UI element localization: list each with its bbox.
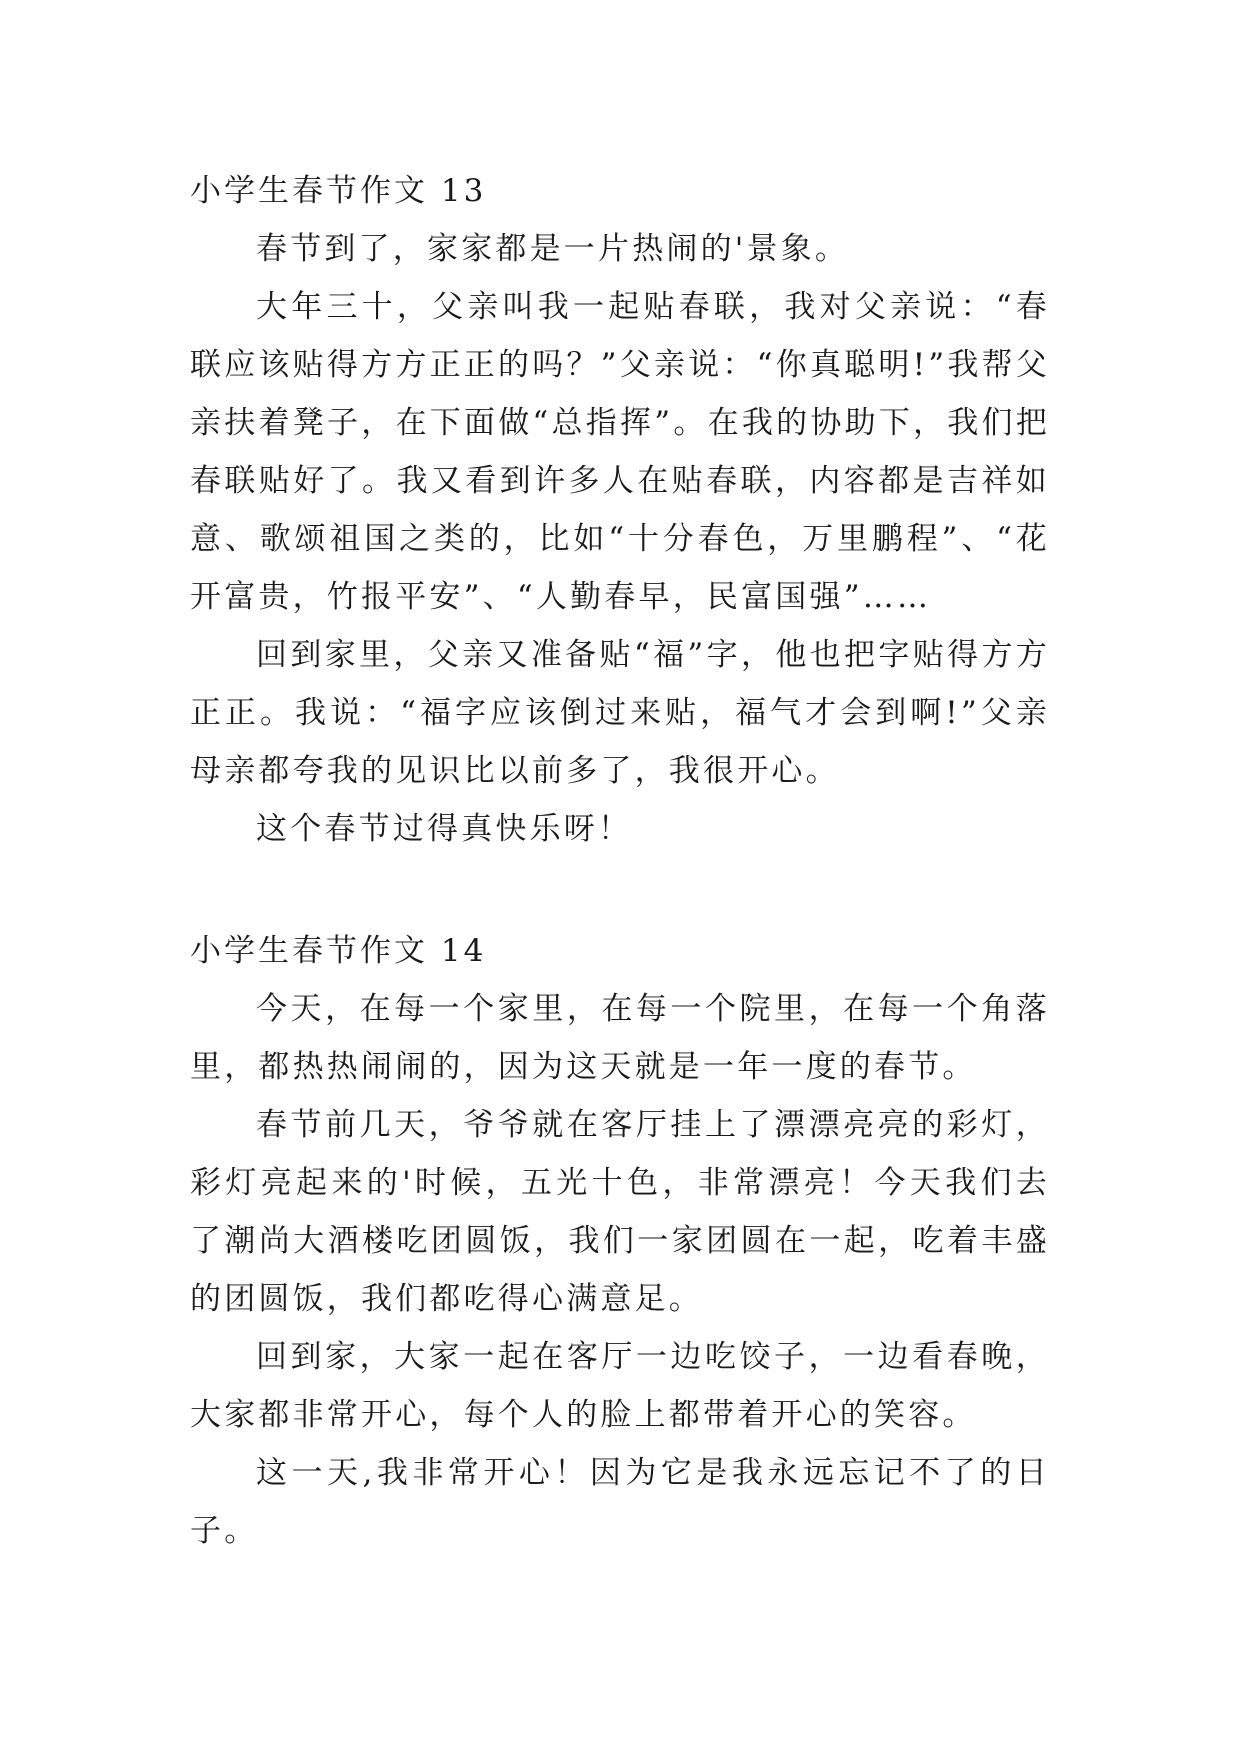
paragraph: 回到家里，父亲又准备贴“福”字，他也把字贴得方方正正。我说：“福字应该倒过来贴，福气才会到啊!”父亲母亲都夸我的见识比以前多了，我很开心。	[190, 637, 1050, 789]
essay-title: 小学生春节作文 13	[190, 173, 487, 209]
essay-13	[190, 162, 1050, 858]
essay-14	[190, 922, 1050, 1560]
paragraph: 大年三十，父亲叫我一起贴春联，我对父亲说：“春联应该贴得方方正正的吗？”父亲说：“你真聪明!”我帮父亲扶着凳子，在下面做“总指挥”。在我的协助下，我们把春联贴好了。我又看到许多人在贴春联，内容都是吉祥如意、歌颂祖国之类的，比如“十分春色，万里鹏程”、“花开富贵，竹报平安”、“人勤春早，民富国强”……	[190, 289, 1050, 615]
paragraph: 春节到了，家家都是一片热闹的'景象。	[256, 231, 850, 267]
paragraph: 这一天,我非常开心！因为它是我永远忘记不了的日子。	[190, 1455, 1050, 1549]
paragraph: 今天，在每一个家里，在每一个院里，在每一个角落里，都热热闹闹的，因为这天就是一年一度的春节。	[190, 991, 1050, 1085]
paragraph: 回到家，大家一起在客厅一边吃饺子，一边看春晚，大家都非常开心，每个人的脸上都带着开心的笑容。	[190, 1339, 1050, 1433]
essay-title: 小学生春节作文 14	[190, 933, 487, 969]
document-body	[190, 162, 1050, 1560]
paragraph: 春节前几天，爷爷就在客厅挂上了漂漂亮亮的彩灯，彩灯亮起来的'时候，五光十色，非常漂亮！今天我们去了潮尚大酒楼吃团圆饭，我们一家团圆在一起，吃着丰盛的团圆饭，我们都吃得心满意足。	[190, 1107, 1050, 1317]
paragraph: 这个春节过得真快乐呀！	[256, 811, 633, 847]
